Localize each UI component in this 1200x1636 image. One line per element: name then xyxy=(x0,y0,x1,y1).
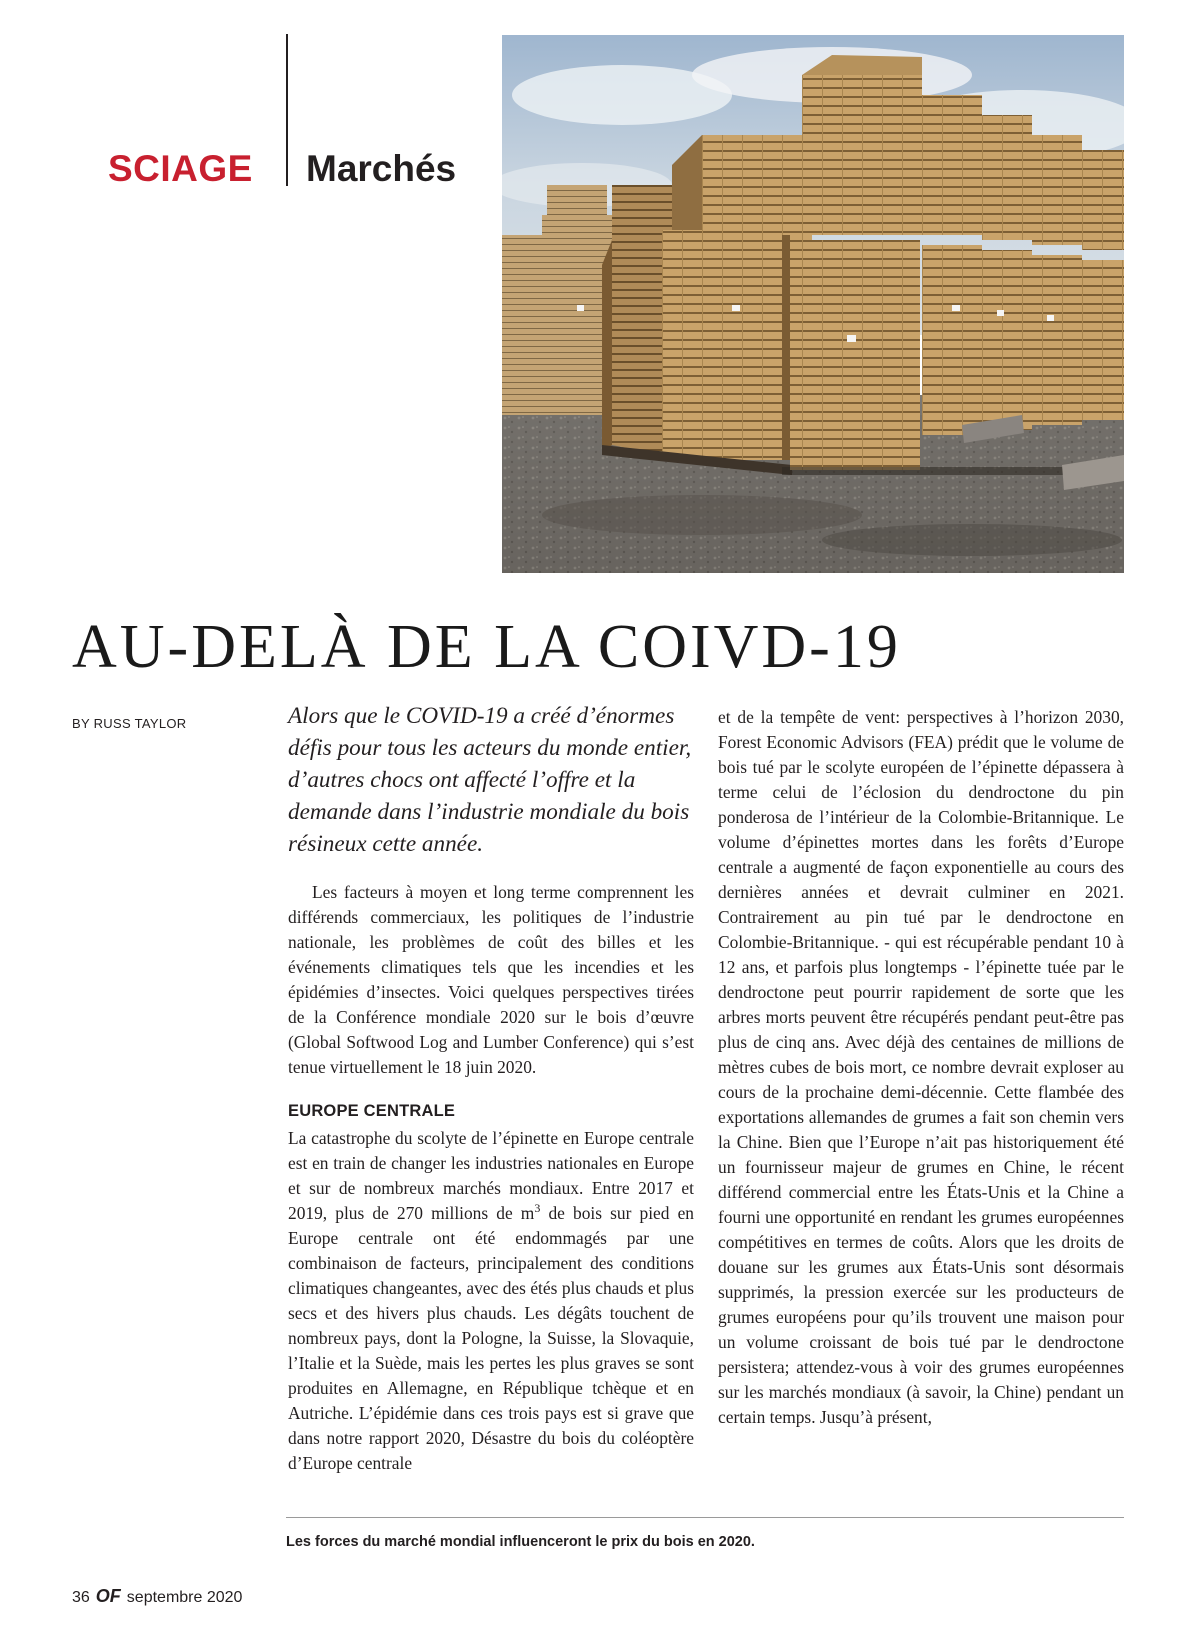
body-text-part-b: de bois sur pied en Europe centrale ont été endommagés par une combinaison de facteurs, principalement des conditions climatiques changeantes, avec des étés plus chauds et plus secs et des hivers plus chauds. Les dégâts touchent de nombreux pays, dont la Pologne, la Suisse, la Slovaquie, l’Italie et la Suède, mais les pertes les plus graves se sont produites en Allemagne, en République tchèque et en Autriche. L’épidémie dans ces trois pays est si grave que dans notre rapport 2020, Désastre du bois du coléoptère d’Europe centrale xyxy=(288,1203,694,1473)
body-paragraph-continued: et de la tempête de vent: perspectives à l’horizon 2030, Forest Economic Advisors (FEA) prédit que le volume de bois tué par le scolyte européen de l’épinette dépassera à terme celui de l’éclosion du dendroctone du pin ponderosa de l’intérieur de la Colombie-Britannique. Le volume d’épinettes mortes dans les forêts d’Europe centrale a augmenté de façon exponentielle au cours des dernières années et devrait culminer en 2021. Contrairement au pin tué par le dendroctone en Colombie-Britannique. - qui est récupérable pendant 10 à 12 ans, et parfois plus longtemps - l’épinette tuée par le dendroctone peut pourrir rapidement de sorte que les arbres morts peuvent être récupérés pendant peut-être pas plus de cinq ans. Avec déjà des centaines de millions de mètres cubes de bois mort, ce nombre devrait exploser au cours de la prochaine demi-décennie. Cette flambée des exportations allemandes de grumes a fait son chemin vers la Chine. Bien que l’Europe n’ait pas historiquement été un fournisseur majeur de grumes en Chine, le récent différend commercial entre les États-Unis et la Chine a fourni une opportunité en rendant les grumes européennes compétitives en termes de coûts. Alors que les droits de douane sur les grumes aux États-Unis sont désormais supprimés, la pression exercée sur les producteurs de grumes européens pour qu’ils trouvent une maison pour un volume croissant de bois tué par le dendroctone persistera; attendez-vous à voir des grumes européennes sur les marchés mondiaux (à savoir, la Chine) pendant un certain temps. Jusqu’à présent, xyxy=(718,707,1124,1427)
section-label: SCIAGE xyxy=(108,148,253,189)
header-divider xyxy=(286,34,288,186)
magazine-logo: OF xyxy=(95,1586,121,1606)
lumber-stacks-photo xyxy=(502,35,1124,573)
rubric-label: Marchés xyxy=(306,148,457,189)
page-number: 36 xyxy=(72,1589,90,1606)
cubic-superscript: 3 xyxy=(534,1201,541,1216)
photo-caption: Les forces du marché mondial influenceront le prix du bois en 2020. xyxy=(286,1534,755,1550)
issue-date: septembre 2020 xyxy=(126,1589,243,1606)
section-subhead: EUROPE CENTRALE xyxy=(288,1102,456,1120)
body-paragraph-europe xyxy=(288,1126,694,1476)
caption-rule xyxy=(286,1517,1124,1518)
body-text-part-a: La catastrophe du scolyte de l’épinette en Europe centrale est en train de changer les industries nationales en Europe et sur de nombreux marchés mondiaux. Entre 2017 et 2019, plus de 270 millions de m xyxy=(288,1128,694,1223)
page-footer xyxy=(72,1586,242,1607)
article-column-right xyxy=(718,705,1124,1430)
article-title: AU-DELÀ DE LA COIVD-19 xyxy=(72,613,901,681)
article-intro-paragraph: Les facteurs à moyen et long terme comprennent les différends commerciaux, les politiques de l’industrie nationale, les problèmes de coût des billes et les événements climatiques tels que les incendies et les épidémies d’insectes. Voici quelques perspectives tirées de la Conférence mondiale 2020 sur le bois d’œuvre (Global Softwood Log and Lumber Conference) qui s’est tenue virtuellement le 18 juin 2020. xyxy=(288,882,694,1077)
byline: BY RUSS TAYLOR xyxy=(72,716,187,731)
article-lead: Alors que le COVID-19 a créé d’énormes défis pour tous les acteurs du monde entier, d’autres chocs ont affecté l’offre et la demande dans l’industrie mondiale du bois résineux cette année. xyxy=(288,703,692,857)
article-column-left xyxy=(288,700,694,1476)
